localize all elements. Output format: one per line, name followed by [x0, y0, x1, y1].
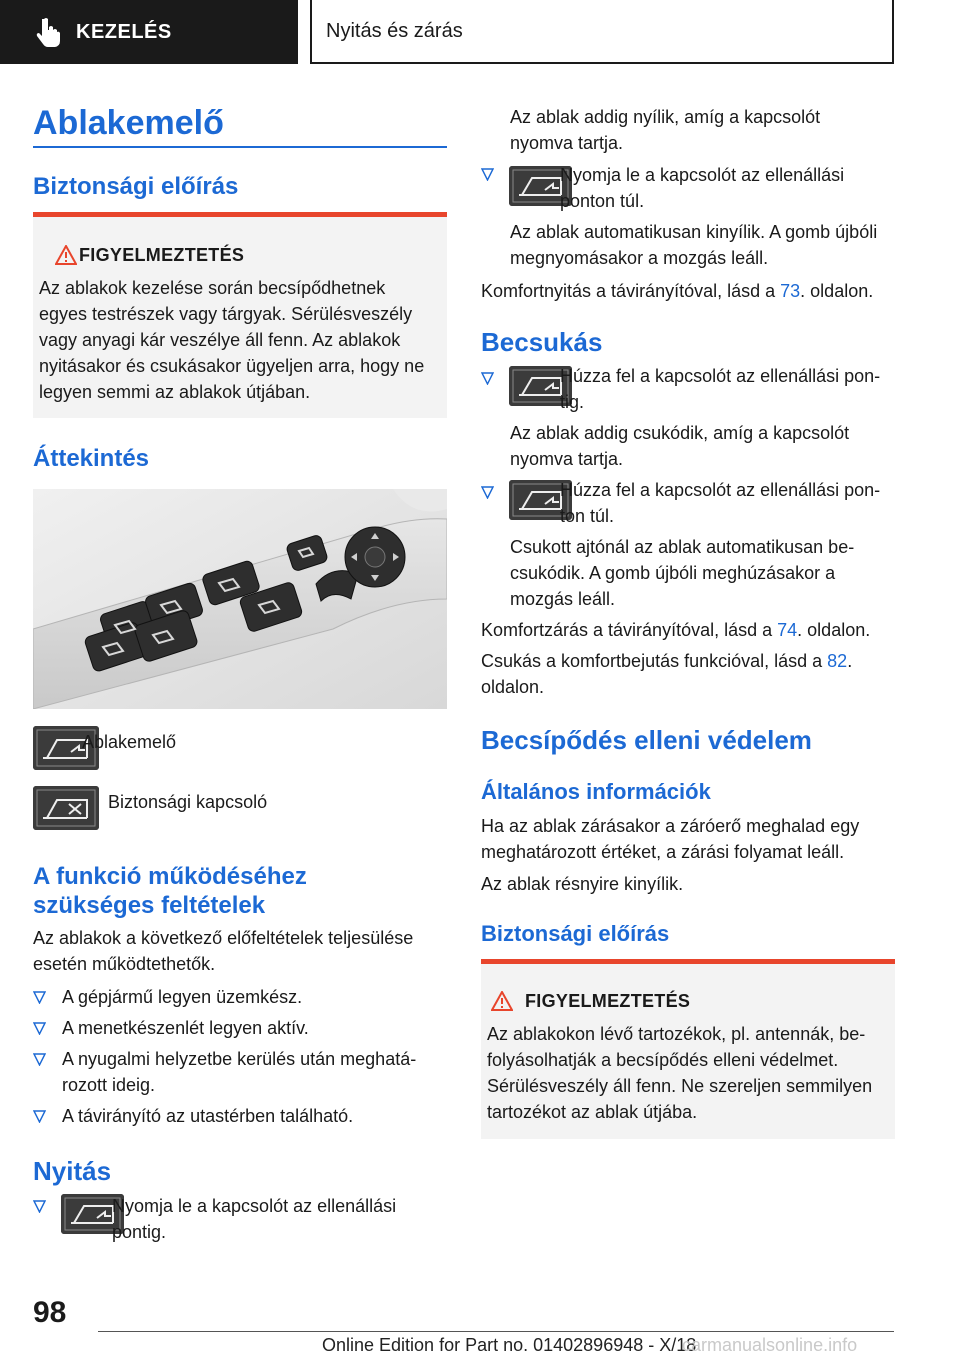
overview-heading: Áttekintés — [33, 445, 150, 472]
bullet-triangle-icon — [33, 1053, 46, 1066]
open-step-2: Nyomja le a kapcsolót az ellenállási ponton túl. — [560, 165, 845, 211]
condition-item: A menetkészenlét legyen aktív. — [62, 1018, 309, 1038]
open-step-2-result: Az ablak automatikusan kinyílik. A gomb újbóli megnyomásakor a mozgás leáll. — [510, 222, 878, 268]
open-step-1: Nyomja le a kapcsolót az ellenállási pontig. — [112, 1196, 397, 1242]
general-info-text-2: Az ablak résnyire kinyílik. — [481, 874, 684, 894]
section-label: KEZELÉS — [76, 20, 172, 43]
safety-switch-icon — [33, 786, 99, 830]
warning-title: FIGYELMEZTETÉS — [79, 245, 245, 265]
chapter-tab — [310, 0, 894, 64]
page-number: 98 — [33, 1296, 67, 1329]
close-step-1-result: Az ablak addig csukódik, amíg a kapcsolót nyomva tartja. — [510, 423, 850, 469]
bullet-triangle-icon — [33, 1200, 46, 1213]
general-info-text: Ha az ablak zárásakor a záróerő meghalad egy meghatározott értéket, a zárási folyamat leáll. — [481, 816, 860, 862]
comfort-access-reference: Csukás a komfortbejutás funkcióval, lásd a 82. oldalon. — [481, 651, 853, 697]
edition-note: Online Edition for Part no. 01402896948 - X/18 — [322, 1335, 697, 1355]
warning-triangle-icon — [491, 991, 513, 1011]
warning-box-2 — [481, 959, 895, 1139]
bullet-triangle-icon — [481, 168, 494, 181]
footer-rule — [98, 1331, 894, 1332]
open-heading: Nyitás — [33, 1156, 112, 1186]
bullet-triangle-icon — [481, 372, 494, 385]
warning-text: Az ablakok kezelése során becsípődhetnek egyes testrészek vagy tárgyak. Sérülésveszély vagy anyagi kár veszélye áll fenn. Az ablakok nyitásakor és csukásakor ügyeljen arra, hogy ne legyen semmi az ablakok útjában. — [39, 278, 425, 402]
legend-label-window-lifter: Ablakemelő — [82, 732, 177, 752]
general-info-heading: Általános információk — [481, 779, 711, 804]
hand-pointer-icon — [36, 17, 62, 47]
open-step-1-result: Az ablak addig nyílik, amíg a kapcsolót nyomva tartja. — [510, 107, 821, 153]
bullet-triangle-icon — [481, 486, 494, 499]
bullet-triangle-icon — [33, 1110, 46, 1123]
bullet-triangle-icon — [33, 1022, 46, 1035]
comfort-open-reference: Komfortnyitás a távirányítóval, lásd a 73. oldalon. — [481, 281, 874, 301]
condition-item: A gépjármű legyen üzemkész. — [62, 987, 303, 1007]
conditions-intro: Az ablakok a következő előfeltételek teljesülése esetén működtethetők. — [33, 928, 414, 974]
condition-item: A távirányító az utastérben található. — [62, 1106, 354, 1126]
page-header — [0, 0, 960, 66]
conditions-heading: A funkció működéséhez szükséges feltételek — [33, 863, 307, 919]
comfort-close-reference: Komfortzárás a távirányítóval, lásd a 74. oldalon. — [481, 620, 871, 640]
page-link-74[interactable]: 74 — [777, 620, 798, 640]
bullet-triangle-icon — [33, 991, 46, 1004]
close-step-1: Húzza fel a kapcsolót az ellenállási pon- tig. — [560, 366, 881, 412]
section-tab — [0, 0, 298, 64]
warning-text-2: Az ablakokon lévő tartozékok, pl. antennák, be- folyásolhatják a becsípődés elleni védelmet. Sérülésveszély áll fenn. Ne szereljen semmilyen tartozékot az ablak útjába. — [487, 1024, 873, 1122]
close-step-2-result: Csukott ajtónál az ablak automatikusan be- csukódik. A gomb újbóli meghúzásakor a mozgás leáll. — [510, 537, 855, 609]
pinch-protection-heading: Becsípődés elleni védelem — [481, 725, 812, 755]
chapter-label: Nyitás és zárás — [326, 19, 463, 42]
page-title: Ablakemelő — [33, 104, 224, 142]
legend-label-safety-switch: Biztonsági kapcsoló — [108, 792, 268, 812]
page-link-82[interactable]: 82 — [827, 651, 848, 671]
close-step-2: Húzza fel a kapcsolót az ellenállási pon- ton túl. — [560, 480, 881, 526]
warning-box — [33, 212, 447, 418]
title-rule — [33, 146, 447, 148]
watermark: carmanualsonline.info — [682, 1335, 858, 1355]
safety-heading: Biztonsági előírás — [33, 173, 239, 200]
safety-heading-2: Biztonsági előírás — [481, 921, 670, 946]
window-switch-illustration — [33, 489, 447, 709]
close-heading: Becsukás — [481, 327, 603, 357]
warning-title-2: FIGYELMEZTETÉS — [525, 991, 691, 1011]
warning-triangle-icon — [55, 245, 77, 265]
condition-item: A nyugalmi helyzetbe kerülés után meghatá- rozott ideig. — [62, 1049, 417, 1095]
page-link-73[interactable]: 73 — [780, 281, 801, 301]
